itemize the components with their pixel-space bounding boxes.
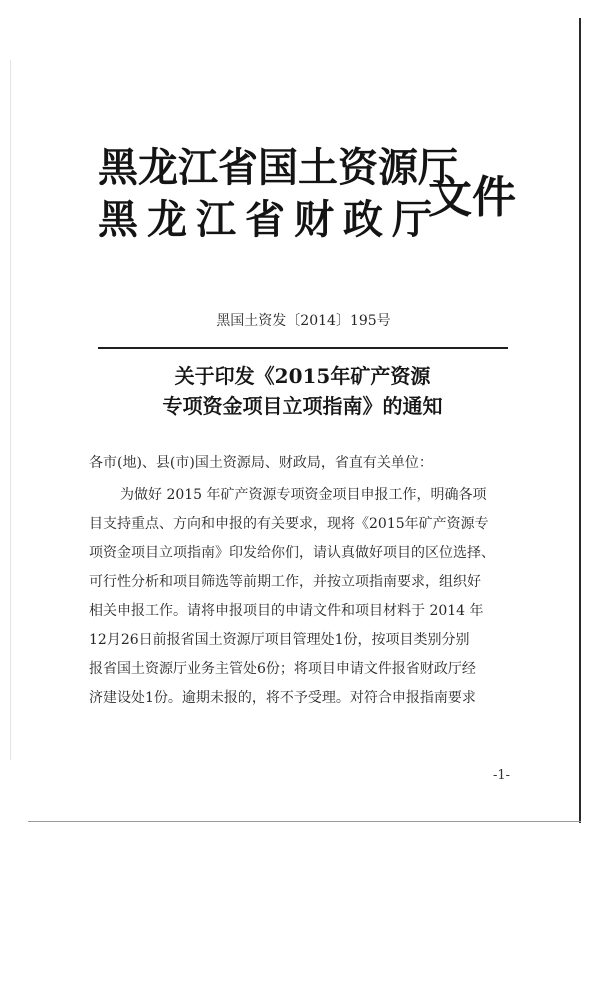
salutation: 各市(地)、县(市)国土资源局、财政局，省直有关单位：: [89, 455, 433, 471]
notice-title: [120, 361, 485, 421]
document-number: 黑国土资发〔2014〕195号: [216, 313, 391, 329]
body-line-2: 目支持重点、方向和申报的有关要求，现将《2015年矿产资源专: [89, 516, 489, 532]
title-line-2: 专项资金项目立项指南》的通知: [162, 394, 443, 418]
scan-left-edge: [10, 60, 11, 760]
body-line-5: 相关申报工作。请将申报项目的申请文件和项目材料于 2014 年: [89, 603, 484, 619]
document-word: 文件: [428, 172, 516, 223]
body-line-1: 为做好 2015 年矿产资源专项资金项目申报工作，明确各项: [120, 487, 487, 503]
body-line-7: 报省国土资源厅业务主管处6份；将项目申请文件报省财政厅经: [89, 661, 476, 677]
org-name-land-resources: 黑龙江省国土资源厅: [98, 145, 458, 191]
body-line-8: 济建设处1份。逾期未报的，将不予受理。对符合申报指南要求: [89, 690, 476, 706]
page-number: -1-: [493, 768, 511, 783]
org-name-finance: 黑龙江省财政厅: [98, 197, 441, 243]
body-line-6: 12月26日前报省国土资源厅项目管理处1份，按项目类别分别: [89, 632, 470, 648]
scan-bottom-edge: [28, 821, 581, 822]
body-line-3: 项资金项目立项指南》印发给你们，请认真做好项目的区位选择、: [89, 545, 495, 561]
body-line-4: 可行性分析和项目筛选等前期工作，并按立项指南要求，组织好: [89, 574, 481, 590]
title-line-1: 关于印发《2015年矿产资源: [174, 364, 431, 388]
issuing-organizations: [98, 142, 458, 246]
header-divider: [98, 347, 508, 349]
scan-right-edge: [579, 18, 581, 823]
